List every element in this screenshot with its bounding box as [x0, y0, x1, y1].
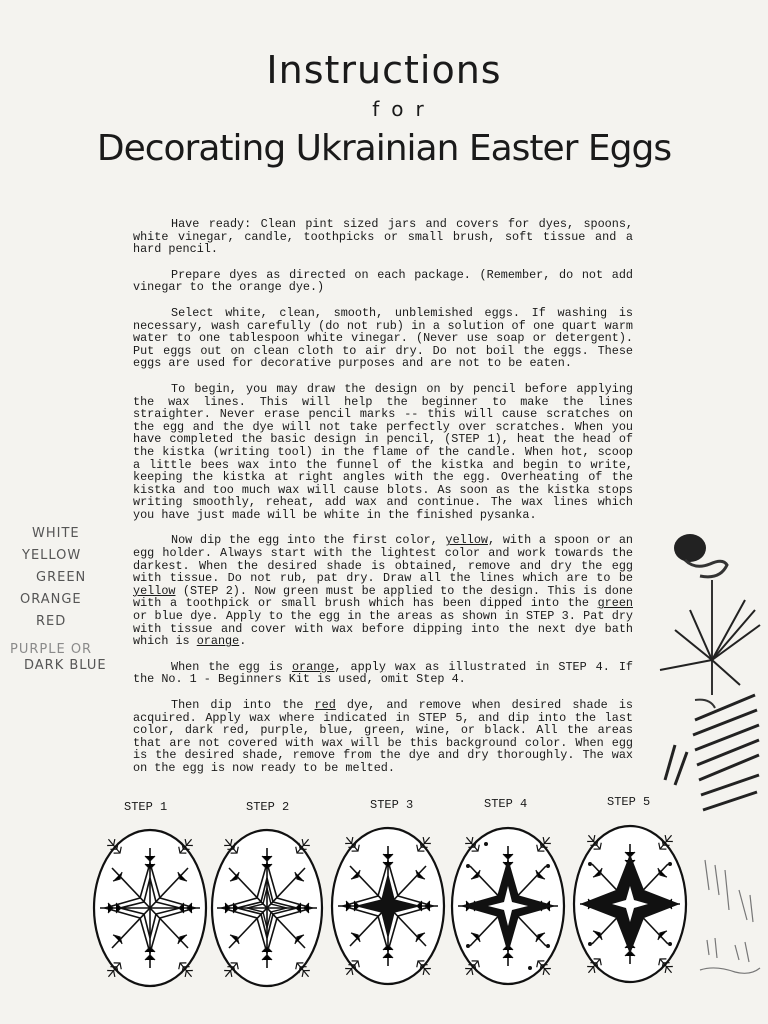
instructions-body [133, 218, 633, 775]
note-white: WHITE [32, 526, 80, 541]
page-title: Instructions [266, 48, 502, 92]
note-yellow: YELLOW [22, 548, 82, 563]
step-label-4: STEP 4 [484, 797, 528, 811]
note-dark-blue: DARK BLUE [24, 658, 107, 673]
page-subtitle: Decorating Ukrainian Easter Eggs [96, 128, 672, 169]
paragraph-red-dye: Then dip into the red dye, and remove when desired shade is acquired. Apply wax where indicated in STEP 5, and dip into the last color, dark red, purple, blue, green, wine, or black. All the areas that are not covered with wax will be this background color. When egg is the desired shade, remove from the dye and dry thoroughly. The wax on the egg is now ready to be melted. [133, 698, 633, 775]
note-orange: ORANGE [20, 592, 82, 607]
egg-step-5 [574, 826, 686, 982]
note-red: RED [36, 614, 67, 629]
step-label-3: STEP 3 [370, 798, 414, 812]
egg-step-2 [212, 830, 322, 986]
margin-sketch [655, 530, 765, 820]
egg-step-1 [94, 830, 206, 986]
title-for: for [372, 97, 436, 121]
step-label-2: STEP 2 [246, 800, 290, 814]
paragraph-prepare-dyes: Prepare dyes as directed on each package. (Remember, do not add vinegar to the orange dye.) [133, 267, 633, 295]
egg-step-4 [452, 828, 564, 984]
step-label-5: STEP 5 [607, 795, 651, 809]
paragraph-to-begin: To begin, you may draw the design on by pencil before applying the wax lines. This will help the beginner to make the lines straighter. Never erase pencil marks -- this will cause scratches on the egg and the dye will not take perfectly over scratches. When you have completed the basic design in pencil, (STEP 1), heat the head of the kistka (writing tool) in the flame of the candle. When hot, scoop a little bees wax into the funnel of the kistka and begin to write, keeping the kistka at right angles with the egg. Overheating of the kistka and too much wax will cause blots. As soon as the kistka stops writing smoothly, reheat, add wax and continue. The wax lines which you have just made will be white in the finished pysanka. [133, 381, 633, 522]
margin-scribbles [695, 850, 765, 980]
paragraph-have-ready: Have ready: Clean pint sized jars and covers for dyes, spoons, white vinegar, candle, toothpicks or small brush, soft tissue and a hard pencil. [133, 217, 633, 257]
note-green: GREEN [36, 570, 87, 585]
paragraph-select-eggs: Select white, clean, smooth, unblemished eggs. If washing is necessary, wash carefully (do not rub) in a solution of one quart warm water to one tablespoon white vinegar. (Never use soap or detergent). Put eggs out on clean cloth to air dry. Do not boil the eggs. These eggs are used for decorative purposes and are not to be eaten. [133, 305, 633, 371]
step-eggs [90, 820, 690, 990]
handwritten-color-notes [8, 526, 128, 680]
egg-step-3 [332, 828, 444, 984]
paragraph-dip-yellow: Now dip the egg into the first color, yellow, with a spoon or an egg holder. Always start with the lightest color and work towards the darkest. When the desired shade is obtained, remove and dry the egg with tissue. Do not rub, pat dry. Draw all the lines which are to be yellow (STEP 2). Now green must be applied to the design. This is done with a toothpick or small brush which has been dipped into the green or blue dye. Apply to the egg in the areas as shown in STEP 3. Pat dry with tissue and cover with wax before dipping into the next dye bath which is orange. [133, 533, 633, 649]
paragraph-orange: When the egg is orange, apply wax as illustrated in STEP 4. If the No. 1 - Beginners Kit is used, omit Step 4. [133, 659, 633, 687]
note-purple: PURPLE OR [10, 642, 93, 657]
step-label-1: STEP 1 [124, 800, 168, 814]
